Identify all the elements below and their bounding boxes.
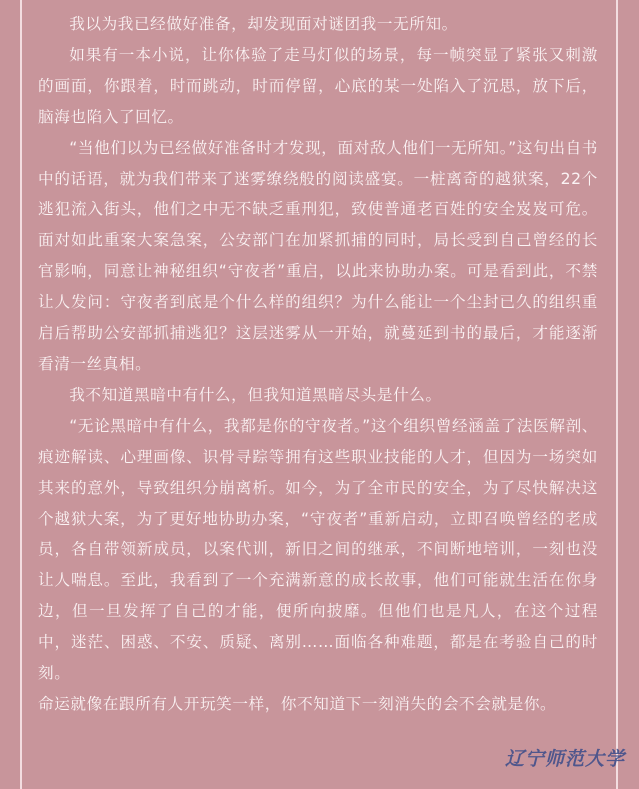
paragraph-novel-experience: 如果有一本小说，让你体验了走马灯似的场景，每一帧突显了紧张又刺激的画面，你跟着，时而跳动，时而停留，心底的某一处陷入了沉思，放下后，脑海也陷入了回忆。 [38, 45, 598, 126]
paragraph-darkness-quote: 我不知道黑暗中有什么，但我知道黑暗尽头是什么。 [69, 385, 442, 404]
paragraph-night-watchers: “无论黑暗中有什么，我都是你的守夜者。”这个组织曾经涵盖了法医解剖、痕迹解读、心理画像、识骨寻踪等拥有这些职业技能的人才，但因为一场突如其来的意外，导致组织分崩离析。如今，为了全市民的安全，为了尽快解决这个越狱大案，为了更好地协助办案，“守夜者”重新启动，立即召唤曾经的老成员，各自带领新成员，以案代训，新旧之间的继承，不间断地培训，一刻也没让人喘息。至此，我看到了一个充满新意的成长故事，他们可能就生活在你身边，但一旦发挥了自己的才能，便所向披靡。但他们也是凡人，在这个过程中，迷茫、困惑、不安、质疑、离别……面临各种难题，都是在考验自己的时刻。 [38, 416, 598, 683]
left-border-line [20, 0, 22, 789]
right-border-line [616, 0, 618, 789]
university-watermark: 辽宁师范大学 [504, 748, 625, 770]
article-body [38, 9, 598, 720]
paragraph-plot-summary: “当他们以为已经做好准备时才发现，面对敌人他们一无所知。”这句出自书中的话语，就为我们带来了迷雾缭绕般的阅读盛宴。一桩离奇的越狱案，22个逃犯流入街头，他们之中无不缺乏重刑犯，致使普通老百姓的安全岌岌可危。面对如此重案大案急案，公安部门在加紧抓捕的同时，局长受到自己曾经的长官影响，同意让神秘组织“守夜者”重启，以此来协助办案。可是看到此，不禁让人发问：守夜者到底是个什么样的组织？为什么能让一个尘封已久的组织重启后帮助公安部抓捕逃犯？这层迷雾从一开始，就蔓延到书的最后，才能逐渐看清一丝真相。 [38, 138, 598, 373]
paragraph-fate: 命运就像在跟所有人开玩笑一样，你不知道下一刻消失的会不会就是你。 [38, 694, 557, 713]
paragraph-intro: 我以为我已经做好准备，却发现面对谜团我一无所知。 [69, 15, 458, 33]
